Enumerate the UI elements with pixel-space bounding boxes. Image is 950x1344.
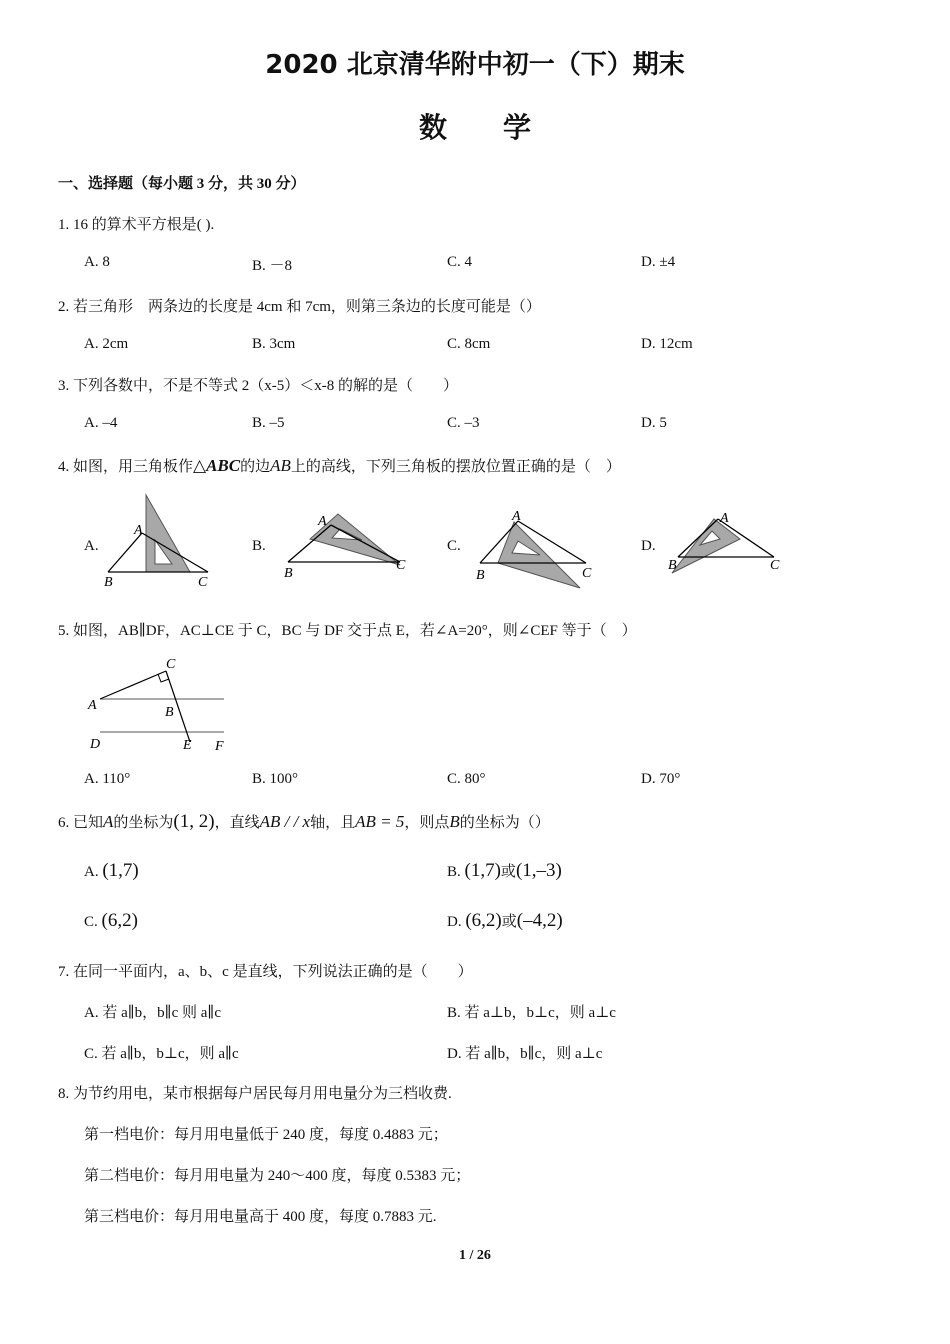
q6-length-expr: AB = 5 — [355, 812, 405, 831]
q7-option-d: D. 若 a∥b，b∥c，则 a⊥c — [447, 1046, 603, 1062]
q6-stem-post: 的坐标为（） — [459, 815, 550, 831]
q4-figure-c — [468, 505, 608, 595]
option-or: 或 — [501, 914, 517, 930]
q2-option-c: C. 8cm — [447, 336, 491, 352]
q1-option-d: D. ±4 — [641, 254, 676, 270]
label-b: B — [284, 566, 293, 581]
label-f: F — [215, 739, 224, 754]
q7-option-c: C. 若 a∥b，b⊥c，则 a∥c — [84, 1046, 239, 1062]
question-6-stem — [58, 811, 550, 833]
option-expr: (1,7) — [102, 860, 139, 881]
q6-point-b: B — [449, 812, 460, 831]
q6-coord-a: (1, 2) — [173, 811, 215, 832]
q6-stem-mid4: ，则点 — [404, 815, 450, 831]
q6-stem-pre: 6. 已知 — [58, 815, 104, 831]
q4-figure-d — [664, 505, 794, 585]
question-3-stem: 3. 下列各数中，不是不等式 2（x-5）＜x-8 的解的是（ ） — [58, 378, 458, 394]
page-number: 1 / 26 — [459, 1248, 491, 1263]
label-b: B — [104, 575, 113, 590]
q6-option-d — [447, 910, 563, 932]
option-label: D. — [447, 914, 462, 930]
label-a: A — [720, 511, 729, 526]
q3-option-b: B. –5 — [252, 415, 285, 431]
q6-stem-mid2: ，直线 — [214, 815, 260, 831]
q1-option-c: C. 4 — [447, 254, 473, 270]
q3-option-c: C. –3 — [447, 415, 480, 431]
option-expr-2: (–4,2) — [516, 910, 563, 931]
label-c: C — [166, 657, 176, 672]
label-b: B — [476, 568, 485, 583]
label-e: E — [183, 738, 192, 753]
question-4-stem — [58, 455, 621, 476]
page-title: 2020 北京清华附中初一（下）期末 — [265, 50, 685, 80]
q6-option-b — [447, 860, 562, 882]
q4-side: AB — [270, 456, 291, 475]
label-c: C — [396, 558, 406, 573]
q2-option-a: A. 2cm — [84, 336, 129, 352]
q4-option-b: B. — [252, 538, 266, 554]
question-8-stem: 8. 为节约用电，某市根据每户居民每月用电量分为三档收费. — [58, 1086, 452, 1102]
q3-option-a: A. –4 — [84, 415, 118, 431]
q4-figure-a — [100, 490, 220, 590]
question-1-stem: 1. 16 的算术平方根是( ). — [58, 217, 215, 233]
label-a: A — [134, 523, 143, 538]
q2-option-b: B. 3cm — [252, 336, 296, 352]
label-c: C — [770, 558, 780, 573]
option-expr: (1,7) — [464, 860, 501, 881]
q8-tier-1: 第一档电价：每月用电量低于 240 度，每度 0.4883 元； — [84, 1127, 448, 1143]
option-expr: (6,2) — [465, 910, 502, 931]
q5-option-b: B. 100° — [252, 771, 299, 787]
q2-option-d: D. 12cm — [641, 336, 693, 352]
q8-tier-3: 第三档电价：每月用电量高于 400 度，每度 0.7883 元. — [84, 1209, 437, 1225]
q8-tier-2: 第二档电价：每月用电量为 240～400 度，每度 0.5383 元； — [84, 1168, 471, 1184]
q4-stem-mid: 的边 — [240, 459, 271, 475]
q6-option-c — [84, 910, 138, 932]
q4-option-d: D. — [641, 538, 656, 554]
option-expr-2: (1,–3) — [515, 860, 562, 881]
q4-option-a: A. — [84, 538, 99, 554]
q1-option-a: A. 8 — [84, 254, 110, 270]
q1-option-b: B. －8 — [252, 258, 293, 274]
label-c: C — [198, 575, 208, 590]
label-b: B — [668, 558, 677, 573]
label-d: D — [90, 737, 101, 752]
option-expr: (6,2) — [101, 910, 138, 931]
q6-point-a: A — [103, 812, 114, 831]
q5-figure — [84, 652, 234, 756]
label-c: C — [582, 566, 592, 581]
option-label: A. — [84, 864, 99, 880]
subject-title: 数 学 — [418, 111, 531, 144]
label-a: A — [88, 698, 97, 713]
q5-option-c: C. 80° — [447, 771, 486, 787]
q7-option-a: A. 若 a∥b，b∥c 则 a∥c — [84, 1005, 221, 1021]
label-b: B — [165, 705, 174, 720]
q4-stem-post: 上的高线，下列三角板的摆放位置正确的是（ ） — [290, 459, 621, 475]
option-or: 或 — [500, 864, 516, 880]
question-7-stem: 7. 在同一平面内，a、b、c 是直线，下列说法正确的是（ ） — [58, 964, 473, 980]
label-a: A — [512, 509, 521, 524]
q4-triangle: △ABC — [193, 456, 241, 475]
q4-figure-b — [276, 505, 426, 585]
question-2-stem: 2. 若三角形 两条边的长度是 4cm 和 7cm，则第三条边的长度可能是（） — [58, 299, 541, 315]
q7-option-b: B. 若 a⊥b，b⊥c，则 a⊥c — [447, 1005, 616, 1021]
section-heading: 一、选择题（每小题 3 分，共 30 分） — [58, 176, 306, 192]
label-a: A — [318, 514, 327, 529]
q5-option-d: D. 70° — [641, 771, 681, 787]
q6-option-a — [84, 860, 139, 882]
q5-option-a: A. 110° — [84, 771, 131, 787]
q6-line-expr: AB / / x — [259, 812, 311, 831]
q6-stem-mid1: 的坐标为 — [113, 815, 174, 831]
question-5-stem: 5. 如图，AB∥DF，AC⊥CE 于 C，BC 与 DF 交于点 E，若∠A=20°，则∠CEF 等于（ ） — [58, 623, 637, 639]
option-label: C. — [84, 914, 98, 930]
q6-stem-mid3: 轴，且 — [310, 815, 356, 831]
q3-option-d: D. 5 — [641, 415, 667, 431]
option-label: B. — [447, 864, 461, 880]
q4-stem-pre: 4. 如图，用三角板作 — [58, 459, 194, 475]
q4-option-c: C. — [447, 538, 461, 554]
